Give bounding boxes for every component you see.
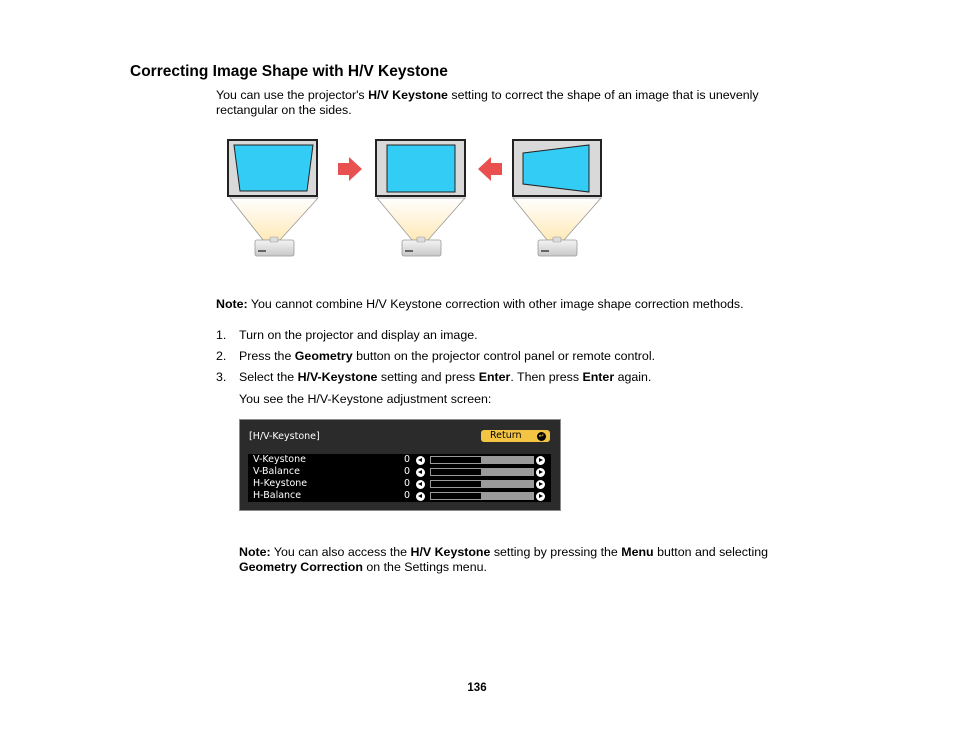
note-label: Note: bbox=[239, 545, 271, 559]
slider-track[interactable] bbox=[430, 480, 534, 488]
keystone-illustration bbox=[225, 137, 605, 261]
intro-bold-term: H/V Keystone bbox=[368, 88, 448, 102]
arrow-left-icon bbox=[478, 157, 502, 181]
section-title: Correcting Image Shape with H/V Keystone bbox=[130, 63, 448, 80]
increase-arrow-icon[interactable] bbox=[536, 492, 545, 501]
row-value: 0 bbox=[404, 454, 411, 465]
osd-settings-panel bbox=[248, 454, 551, 502]
note-text: You cannot combine H/V Keystone correction with other image shape correction methods. bbox=[247, 297, 744, 311]
increase-arrow-icon[interactable] bbox=[536, 456, 545, 465]
slider-track[interactable] bbox=[430, 492, 534, 500]
decrease-arrow-icon[interactable] bbox=[416, 456, 425, 465]
slider-fill bbox=[430, 468, 482, 476]
slider-fill bbox=[430, 480, 482, 488]
keystone-corrected-rectangle bbox=[376, 140, 465, 256]
decrease-arrow-icon[interactable] bbox=[416, 480, 425, 489]
row-label: V-Keystone bbox=[253, 454, 306, 465]
intro-text-cont: setting to correct the shape of an image that is unevenly bbox=[447, 88, 759, 102]
row-value: 0 bbox=[404, 490, 411, 501]
row-value: 0 bbox=[404, 466, 411, 477]
step-number: 1. bbox=[216, 328, 227, 342]
step-number: 3. bbox=[216, 370, 227, 384]
return-label: Return bbox=[490, 430, 522, 441]
return-button[interactable] bbox=[481, 430, 550, 442]
enter-icon: ↵ bbox=[538, 431, 545, 440]
step-text: Select the H/V-Keystone setting and press Enter. Then press Enter again. bbox=[239, 370, 652, 384]
note-label: Note: bbox=[216, 297, 248, 311]
intro-paragraph bbox=[216, 88, 816, 117]
osd-row-h-balance[interactable] bbox=[248, 490, 551, 502]
decrease-arrow-icon[interactable] bbox=[416, 468, 425, 477]
slider-track[interactable] bbox=[430, 468, 534, 476]
slider-fill bbox=[430, 492, 482, 500]
steps-list bbox=[216, 328, 836, 388]
osd-title: [H/V-Keystone] bbox=[249, 431, 320, 442]
step-text: Turn on the projector and display an image. bbox=[239, 328, 478, 342]
osd-row-v-balance[interactable] bbox=[248, 466, 551, 478]
row-label: V-Balance bbox=[253, 466, 300, 477]
row-value: 0 bbox=[404, 478, 411, 489]
step-number: 2. bbox=[216, 349, 227, 363]
arrow-right-icon bbox=[338, 157, 362, 181]
intro-line2: rectangular on the sides. bbox=[216, 102, 352, 117]
page-number: 136 bbox=[467, 682, 487, 694]
slider-fill bbox=[430, 456, 482, 464]
increase-arrow-icon[interactable] bbox=[536, 468, 545, 477]
step3-followup: You see the H/V-Keystone adjustment screen: bbox=[239, 392, 492, 406]
slider-track[interactable] bbox=[430, 456, 534, 464]
step-text: Press the Geometry button on the projector control panel or remote control. bbox=[239, 349, 656, 363]
row-label: H-Balance bbox=[253, 490, 302, 501]
row-label: H-Keystone bbox=[253, 478, 308, 489]
hv-keystone-osd-screen bbox=[239, 419, 561, 511]
intro-text: You can use the projector's bbox=[216, 88, 369, 102]
keystone-before-trapezoid bbox=[228, 140, 318, 256]
keystone-before-sideways-trapezoid bbox=[513, 140, 601, 256]
note-menu-access: Note: You can also access the H/V Keystone setting by pressing the Menu button and selecting Geometry Correction on the Settings menu. bbox=[239, 545, 768, 574]
note-combine bbox=[216, 297, 856, 312]
decrease-arrow-icon[interactable] bbox=[416, 492, 425, 501]
osd-row-h-keystone[interactable] bbox=[248, 478, 551, 490]
increase-arrow-icon[interactable] bbox=[536, 480, 545, 489]
osd-row-v-keystone[interactable] bbox=[248, 454, 551, 466]
